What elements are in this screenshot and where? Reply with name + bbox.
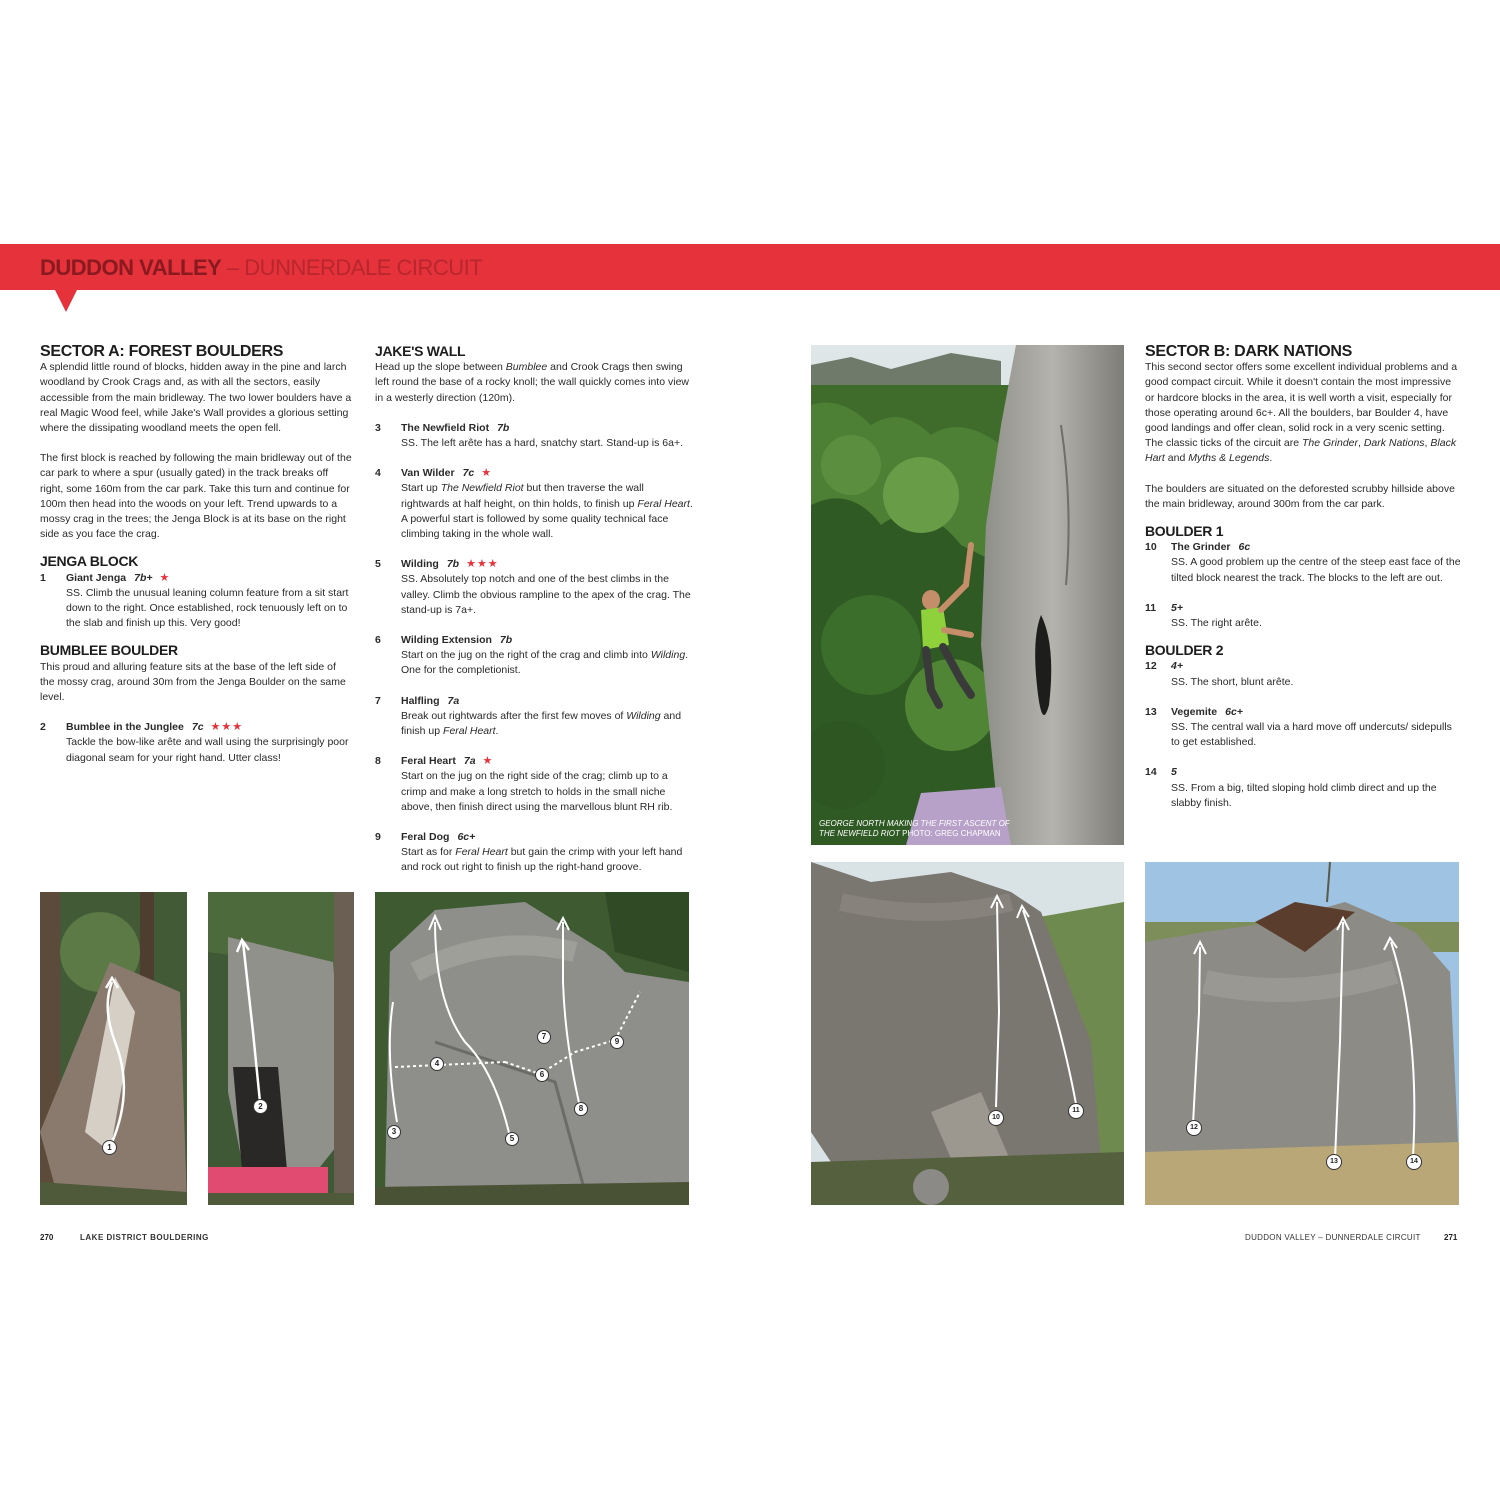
problem-title: Halfling <box>401 694 440 707</box>
text: This second sector offers some excellent individual problems and a good compact circuit. While it doesn't contain the most impressive or hardcore blocks in the area, it is well worth a visit, especially for those operating around 6c+. All the boulders, bar Boulder 4, have good landings and offer clean, solid rock in a very scenic setting. The classic ticks of the circuit are <box>1145 361 1458 450</box>
text: . <box>495 725 499 738</box>
problem-number: 11 <box>1145 601 1157 614</box>
text: . A powerful start is followed by some quality technical face climbing taking in the whole wall. <box>401 497 693 541</box>
problem-number: 7 <box>375 694 381 707</box>
problem-grade: 6c+ <box>1225 705 1243 718</box>
problem-grade: 7b <box>446 558 460 571</box>
problem-grade: 7c <box>191 721 204 734</box>
sector-a-approach: The first block is reached by following the main bridleway out of the car park to where a spur (usually gated) in the track breaks off right, some 160m from the car park. Take this turn and continue for 100m then head into the woods on your left. Trend upwards to a mossy crag in the trees; the Jenga Block is at its base on the right side as you face the crag. <box>40 452 352 541</box>
text: , <box>1358 437 1364 450</box>
problem-description <box>401 481 693 542</box>
topo-marker: 9 <box>610 1035 624 1049</box>
problem-title: Feral Dog <box>401 831 450 844</box>
right-column <box>1145 344 1463 826</box>
right-running-title: DUDDON VALLEY – DUNNERDALE CIRCUIT <box>1245 1233 1421 1242</box>
problem-number: 1 <box>40 571 46 584</box>
problem-6 <box>375 633 693 679</box>
star-rating: ★★★ <box>210 721 244 734</box>
problem-description: Start on the jug on the right side of the crag; climb up to a crimp and make a long stretch to holds in the small niche above, then finish direct using the marvellous blunt RH rib. <box>401 770 673 813</box>
text-italic: Wilding <box>650 649 686 662</box>
problem-7 <box>375 694 693 740</box>
chapter-title <box>40 255 482 281</box>
text-italic: Bumblee <box>505 361 548 374</box>
problem-title: Giant Jenga <box>66 571 127 584</box>
problem-description <box>401 845 693 875</box>
bumblee-intro: This proud and alluring feature sits at the base of the left side of the mossy crag, around 30m from the Jenga Boulder on the same level. <box>40 660 346 704</box>
topo-marker: 10 <box>988 1110 1004 1126</box>
middle-column <box>375 344 693 876</box>
problem-grade: 7a <box>463 755 476 768</box>
text-italic: Myths & Legends <box>1188 452 1270 465</box>
text: and <box>1164 452 1189 465</box>
sector-b-intro <box>1145 360 1463 466</box>
topo-marker: 14 <box>1406 1154 1422 1170</box>
left-running-title: LAKE DISTRICT BOULDERING <box>80 1233 209 1242</box>
problem-4 <box>375 466 693 542</box>
problem-grade: 4+ <box>1171 660 1183 673</box>
star-rating: ★★★ <box>466 558 499 571</box>
left-column <box>40 344 352 781</box>
problem-number: 12 <box>1145 660 1157 673</box>
problem-description: SS. The short, blunt arête. <box>1171 675 1294 688</box>
topo-marker: 1 <box>102 1140 117 1155</box>
topo-photo-boulder-2 <box>1145 862 1459 1205</box>
text: Head up the slope between <box>375 361 506 374</box>
problem-grade: 6c <box>1238 541 1251 554</box>
jakes-wall-heading: JAKE'S WALL <box>375 343 466 359</box>
photo-caption <box>819 819 1010 839</box>
problem-title: Bumblee in the Junglee <box>66 721 184 734</box>
text-italic: Dark Nations <box>1363 437 1425 450</box>
topo-marker: 12 <box>1186 1120 1202 1136</box>
topo-marker: 6 <box>535 1068 549 1082</box>
problem-description: SS. The central wall via a hard move off undercuts/ sidepulls to get established. <box>1171 721 1452 749</box>
problem-9 <box>375 830 693 876</box>
problem-14 <box>1145 765 1463 811</box>
problem-grade: 7b+ <box>134 571 153 584</box>
problem-grade: 6c+ <box>457 831 476 844</box>
boulder-1-heading: BOULDER 1 <box>1145 523 1224 540</box>
text: Start as for <box>401 846 456 859</box>
problem-1 <box>40 571 352 632</box>
problem-description: Tackle the bow-like arête and wall using the surprisingly poor diagonal seam for your right hand. Utter class! <box>66 736 349 764</box>
problem-description: SS. The left arête has a hard, snatchy start. Stand-up is 6a+. <box>401 437 684 450</box>
text: and Crook Crags then swing left round the base of a rocky knoll; the wall quickly comes into view in a westerly direction (120m). <box>375 361 689 404</box>
text: Start on the jug on the right of the crag and climb into <box>401 649 651 662</box>
problem-title: Wilding <box>401 558 439 571</box>
problem-title: The Grinder <box>1171 541 1231 554</box>
problem-grade: 7b <box>497 421 510 434</box>
problem-description <box>401 709 693 739</box>
topo-graphic <box>208 892 354 1205</box>
problem-2 <box>40 720 352 766</box>
problem-title: Wilding Extension <box>401 634 492 647</box>
text: . <box>1269 452 1273 465</box>
sector-a-heading: SECTOR A: FOREST BOULDERS <box>40 343 284 360</box>
text: but then traverse the wall rightwards at half height, on thin holds, to finish up <box>401 482 644 510</box>
problem-12 <box>1145 659 1463 689</box>
problem-5 <box>375 557 693 618</box>
chapter-title-sub: – DUNNERDALE CIRCUIT <box>221 255 483 280</box>
text-italic: Black Hart <box>1145 437 1457 465</box>
topo-photo-jakes-wall <box>375 892 689 1205</box>
right-page-number: 271 <box>1444 1233 1458 1242</box>
text-italic: Feral Heart <box>443 725 496 738</box>
problem-title: Feral Heart <box>401 755 456 768</box>
sector-a-intro: A splendid little round of blocks, hidden away in the pine and larch woodland by Crook Crags and, as with all the sectors, easily accessible from the main bridleway. The two lower boulders have a real Magic Wood feel, while Jake's Wall provides a glorious setting where the dissipating woodland meets the open fell. <box>40 361 352 435</box>
topo-photo-boulder-1 <box>811 862 1124 1205</box>
problem-description: SS. The right arête. <box>1171 617 1262 630</box>
problem-number: 5 <box>375 558 381 571</box>
chapter-title-main: DUDDON VALLEY <box>40 255 222 280</box>
problem-grade: 5 <box>1171 766 1177 779</box>
caption-route: THE NEWFIELD RIOT <box>819 829 900 838</box>
star-rating: ★ <box>159 571 171 584</box>
problem-13 <box>1145 705 1463 751</box>
problem-title: Vegemite <box>1171 705 1218 718</box>
sector-b-approach: The boulders are situated on the deforested scrubby hillside above the main bridleway, around 300m from the car park. <box>1145 482 1455 510</box>
problem-number: 9 <box>375 831 381 844</box>
text-italic: Wilding <box>626 709 661 722</box>
climber-action-photo <box>811 345 1124 845</box>
topo-graphic <box>811 862 1124 1205</box>
topo-graphic <box>40 892 187 1205</box>
banner-notch <box>55 290 77 312</box>
problem-11 <box>1145 601 1463 631</box>
topo-marker: 4 <box>430 1057 444 1071</box>
star-rating: ★ <box>482 755 494 768</box>
problem-8 <box>375 754 693 815</box>
problem-description: SS. Climb the unusual leaning column feature from a sit start down to the right. Once established, rock tenuously left on to the slab and finish up this. Very good! <box>66 586 349 630</box>
problem-title: The Newfield Riot <box>401 421 490 434</box>
problem-number: 2 <box>40 721 46 734</box>
topo-marker: 3 <box>387 1125 401 1139</box>
topo-photo-bumblee <box>208 892 354 1205</box>
left-page-number: 270 <box>40 1233 54 1242</box>
problem-number: 10 <box>1145 541 1157 554</box>
problem-grade: 7c <box>462 467 475 480</box>
caption-line: GEORGE NORTH MAKING THE FIRST ASCENT OF <box>819 819 1010 828</box>
boulder-2-heading: BOULDER 2 <box>1145 642 1224 659</box>
problem-grade: 7a <box>447 694 460 707</box>
star-rating: ★ <box>481 467 493 480</box>
problem-number: 14 <box>1145 766 1157 779</box>
text-italic: Feral Heart <box>637 497 690 510</box>
text-italic: The Newfield Riot <box>440 482 524 495</box>
problem-description: SS. A good problem up the centre of the steep east face of the tilted block nearest the track. The blocks to the left are out. <box>1171 556 1461 584</box>
topo-marker: 11 <box>1068 1103 1084 1119</box>
problem-description <box>401 648 693 678</box>
text: Break out rightwards after the first few moves of <box>401 709 627 722</box>
topo-photo-giant-jenga <box>40 892 187 1205</box>
text: , <box>1424 437 1431 450</box>
text: . One for the completionist. <box>401 649 689 677</box>
problem-number: 8 <box>375 755 381 768</box>
topo-graphic <box>375 892 689 1205</box>
text: and finish up <box>401 709 682 738</box>
text: but gain the crimp with your left hand and rock out right to finish up the right-hand groove. <box>401 846 683 874</box>
problem-number: 3 <box>375 421 381 434</box>
jenga-block-heading: JENGA BLOCK <box>40 553 139 570</box>
sector-b-heading: SECTOR B: DARK NATIONS <box>1145 343 1353 360</box>
topo-marker: 7 <box>537 1030 551 1044</box>
problem-grade: 5+ <box>1171 601 1183 614</box>
problem-title: Van Wilder <box>401 467 455 480</box>
jakes-wall-intro <box>375 360 693 406</box>
text: Start up <box>401 482 441 495</box>
caption-line <box>819 829 1010 839</box>
problem-number: 6 <box>375 634 381 647</box>
problem-description: SS. From a big, tilted sloping hold climb direct and up the slabby finish. <box>1171 781 1437 809</box>
problem-10 <box>1145 540 1463 586</box>
topo-marker: 13 <box>1326 1154 1342 1170</box>
problem-grade: 7b <box>499 634 513 647</box>
text-italic: Feral Heart <box>455 846 508 859</box>
problem-description: SS. Absolutely top notch and one of the best climbs in the valley. Climb the obvious rampline to the apex of the crag. The stand-up is 7a+. <box>401 573 691 616</box>
topo-marker: 5 <box>505 1132 519 1146</box>
climber-photo-graphic <box>811 345 1124 845</box>
topo-marker: 8 <box>574 1102 588 1116</box>
caption-credit: PHOTO: GREG CHAPMAN <box>899 829 1001 838</box>
topo-marker: 2 <box>253 1099 268 1114</box>
problem-3 <box>375 421 693 451</box>
problem-number: 13 <box>1145 705 1157 718</box>
bumblee-boulder-heading: BUMBLEE BOULDER <box>40 642 178 659</box>
text-italic: The Grinder <box>1301 437 1358 450</box>
problem-number: 4 <box>375 467 381 480</box>
